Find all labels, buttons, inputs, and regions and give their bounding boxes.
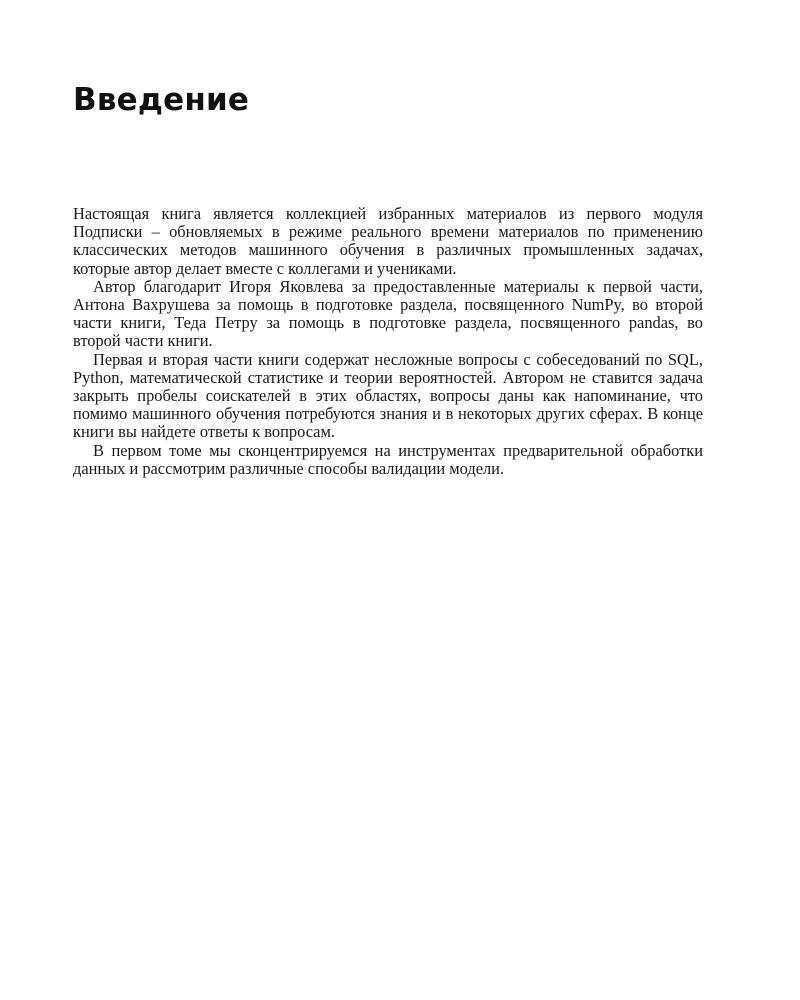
chapter-title: Введение [73,82,250,118]
paragraph-1: Настоящая книга является коллекцией избранных материалов из первого модуля Подписки – обновляемых в режиме реального времени материалов по применению классических методов машинного обучения в различных промышленных задачах, которые автор делает вместе с коллегами и учениками. [73,204,703,278]
paragraph-3: Первая и вторая части книги содержат несложные вопросы с собеседований по SQL, Python, математической статистике и теории вероятностей. Автором не ставится задача закрыть пробелы соискателей в этих областях, вопросы даны как напоминание, что помимо машинного обучения потребуются знания и в некоторых других сферах. В конце книги вы найдете ответы к вопросам. [73,349,703,442]
paragraph-4: В первом томе мы сконцентрируемся на инструментах предварительной обработки данных и рассмотрим различные способы валидации модели. [73,440,703,478]
paragraph-2: Автор благодарит Игоря Яковлева за предоставленные материалы к первой части, Антона Вахрушева за помощь в подготовке раздела, посвященного NumPy, во второй части книги, Теда Петру за помощь в подготовке раздела, посвященного pandas, во второй части книги. [73,276,703,351]
introduction-text [73,205,703,478]
